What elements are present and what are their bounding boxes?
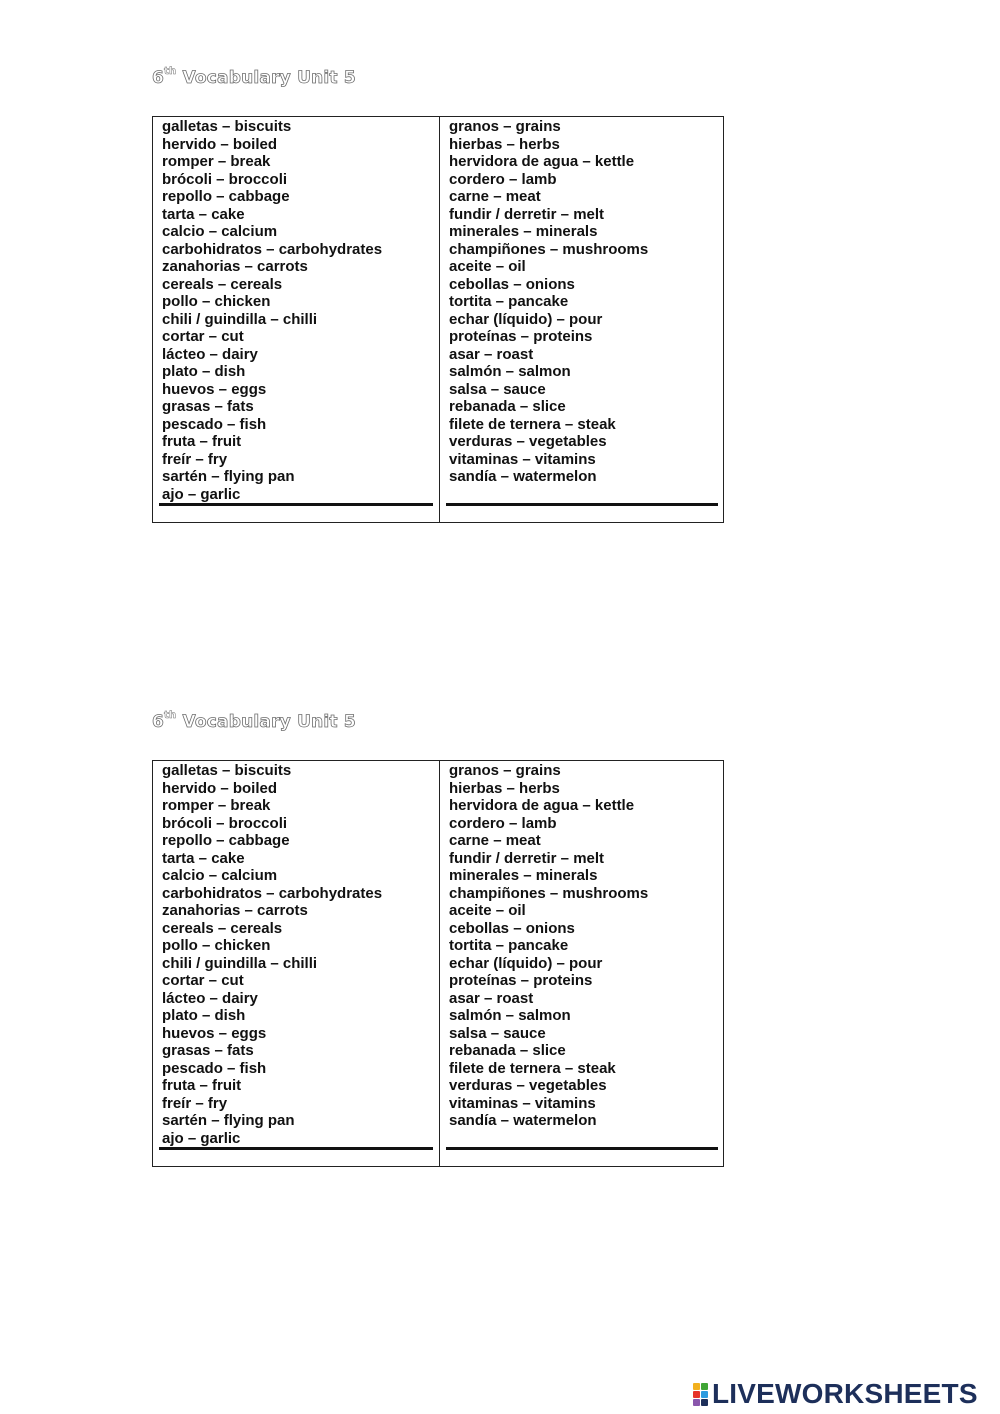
vocabulary-entry: sandía – watermelon [449, 468, 597, 485]
vocabulary-entry: hervido – boiled [162, 135, 278, 153]
vocabulary-entry: hervido – boiled [162, 779, 278, 797]
word-list [449, 762, 720, 1130]
vocabulary-entry: cordero – lamb [449, 814, 557, 832]
vocabulary-entry: romper – break [162, 153, 271, 170]
vocabulary-entry: sandía – watermelon [449, 1112, 597, 1129]
vocabulary-table [152, 116, 724, 523]
vocabulary-entry: brócoli – broccoli [162, 170, 288, 188]
vocabulary-entry: carbohidratos – carbohydrates [162, 240, 383, 258]
vocabulary-entry: tarta – cake [162, 849, 245, 867]
vocabulary-entry: lácteo – dairy [162, 989, 258, 1007]
divider-line [446, 503, 718, 506]
divider-line [446, 1147, 718, 1150]
vocabulary-entry: huevos – eggs [162, 1024, 267, 1042]
vocabulary-entry: calcio – calcium [162, 223, 278, 240]
vocabulary-entry: lácteo – dairy [162, 345, 258, 363]
word-list [162, 762, 435, 1147]
title-ordinal: th [164, 66, 177, 78]
logo-square [701, 1391, 708, 1398]
vocabulary-entry: freír – fry [162, 450, 228, 468]
vocabulary-entry: cortar – cut [162, 972, 244, 989]
vocabulary-entry: zanahorias – carrots [162, 902, 308, 919]
vocabulary-entry: echar (líquido) – pour [449, 954, 603, 972]
vocabulary-entry: cereals – cereals [162, 919, 283, 937]
vocabulary-entry: sartén – flying pan [162, 1112, 295, 1129]
vocabulary-entry: tarta – cake [162, 205, 245, 223]
vocabulary-entry: salmón – salmon [449, 1007, 571, 1024]
title-ordinal: th [164, 710, 177, 722]
title-text: Vocabulary Unit 5 [182, 68, 356, 88]
vocabulary-entry: cebollas – onions [449, 919, 575, 937]
vocabulary-entry: carbohidratos – carbohydrates [162, 884, 383, 902]
vocabulary-entry: cordero – lamb [449, 170, 557, 188]
vocabulary-entry: chili / guindilla – chilli [162, 310, 318, 328]
vocabulary-entry: zanahorias – carrots [162, 258, 308, 275]
vocabulary-entry: salmón – salmon [449, 363, 571, 380]
vocabulary-column-right [439, 117, 724, 522]
vocabulary-entry: repollo – cabbage [162, 188, 290, 205]
vocabulary-entry: champiñones – mushrooms [449, 240, 649, 258]
liveworksheets-logo-icon [693, 1383, 708, 1406]
vocabulary-entry: grasas – fats [162, 1042, 254, 1059]
vocabulary-entry: granos – grains [449, 762, 561, 779]
vocabulary-entry: vitaminas – vitamins [449, 1094, 596, 1112]
vocabulary-entry: calcio – calcium [162, 867, 278, 884]
vocabulary-entry: galletas – biscuits [162, 762, 292, 779]
vocabulary-entry: filete de ternera – steak [449, 415, 616, 433]
vocabulary-entry: asar – roast [449, 989, 534, 1007]
logo-square [701, 1399, 708, 1406]
vocabulary-entry: rebanada – slice [449, 398, 566, 415]
vocabulary-entry: hierbas – herbs [449, 779, 560, 797]
liveworksheets-logo[interactable] [693, 1378, 978, 1410]
vocabulary-entry: repollo – cabbage [162, 832, 290, 849]
logo-square [693, 1391, 700, 1398]
vocabulary-entry: asar – roast [449, 345, 534, 363]
vocabulary-entry: plato – dish [162, 1007, 246, 1024]
divider-line [159, 1147, 433, 1150]
title-grade: 6 [152, 712, 165, 732]
vocabulary-entry: galletas – biscuits [162, 118, 292, 135]
vocabulary-entry: cortar – cut [162, 328, 244, 345]
vocabulary-entry: filete de ternera – steak [449, 1059, 616, 1077]
vocabulary-entry: salsa – sauce [449, 380, 546, 398]
vocabulary-entry: cereals – cereals [162, 275, 283, 293]
vocabulary-column-right [439, 761, 724, 1166]
vocabulary-entry: champiñones – mushrooms [449, 884, 649, 902]
divider-line [159, 503, 433, 506]
vocabulary-entry: echar (líquido) – pour [449, 310, 603, 328]
vocabulary-entry: huevos – eggs [162, 380, 267, 398]
vocabulary-entry: ajo – garlic [162, 1129, 241, 1147]
vocabulary-entry: proteínas – proteins [449, 328, 593, 345]
vocabulary-entry: carne – meat [449, 832, 541, 849]
vocabulary-entry: freír – fry [162, 1094, 228, 1112]
word-list [162, 118, 435, 503]
title-text: Vocabulary Unit 5 [182, 712, 356, 732]
logo-square [701, 1383, 708, 1390]
vocabulary-column-left [153, 761, 439, 1166]
title-grade: 6 [152, 68, 165, 88]
vocabulary-entry: tortita – pancake [449, 293, 569, 310]
vocabulary-entry: salsa – sauce [449, 1024, 546, 1042]
section-title [152, 68, 356, 88]
vocabulary-entry: hervidora de agua – kettle [449, 153, 635, 170]
vocabulary-entry: grasas – fats [162, 398, 254, 415]
vocabulary-entry: fruta – fruit [162, 1077, 242, 1094]
vocabulary-entry: aceite – oil [449, 258, 526, 275]
vocabulary-entry: granos – grains [449, 118, 561, 135]
vocabulary-entry: minerales – minerals [449, 223, 598, 240]
logo-square [693, 1399, 700, 1406]
vocabulary-entry: aceite – oil [449, 902, 526, 919]
vocabulary-entry: fundir / derretir – melt [449, 205, 605, 223]
vocabulary-entry: vitaminas – vitamins [449, 450, 596, 468]
word-list [449, 118, 720, 486]
vocabulary-entry: pescado – fish [162, 415, 267, 433]
vocabulary-entry: cebollas – onions [449, 275, 575, 293]
vocabulary-entry: ajo – garlic [162, 485, 241, 503]
vocabulary-entry: hierbas – herbs [449, 135, 560, 153]
logo-text: LIVEWORKSHEETS [712, 1378, 978, 1409]
vocabulary-entry: proteínas – proteins [449, 972, 593, 989]
section-title [152, 712, 356, 732]
vocabulary-entry: chili / guindilla – chilli [162, 954, 318, 972]
vocabulary-entry: carne – meat [449, 188, 541, 205]
vocabulary-entry: pollo – chicken [162, 937, 271, 954]
vocabulary-entry: tortita – pancake [449, 937, 569, 954]
logo-square [693, 1383, 700, 1390]
vocabulary-entry: plato – dish [162, 363, 246, 380]
vocabulary-entry: sartén – flying pan [162, 468, 295, 485]
vocabulary-entry: rebanada – slice [449, 1042, 566, 1059]
vocabulary-entry: brócoli – broccoli [162, 814, 288, 832]
vocabulary-entry: pescado – fish [162, 1059, 267, 1077]
vocabulary-entry: verduras – vegetables [449, 433, 607, 450]
vocabulary-entry: fundir / derretir – melt [449, 849, 605, 867]
vocabulary-entry: fruta – fruit [162, 433, 242, 450]
vocabulary-entry: minerales – minerals [449, 867, 598, 884]
vocabulary-table [152, 760, 724, 1167]
vocabulary-entry: pollo – chicken [162, 293, 271, 310]
vocabulary-column-left [153, 117, 439, 522]
vocabulary-entry: romper – break [162, 797, 271, 814]
vocabulary-entry: hervidora de agua – kettle [449, 797, 635, 814]
vocabulary-entry: verduras – vegetables [449, 1077, 607, 1094]
